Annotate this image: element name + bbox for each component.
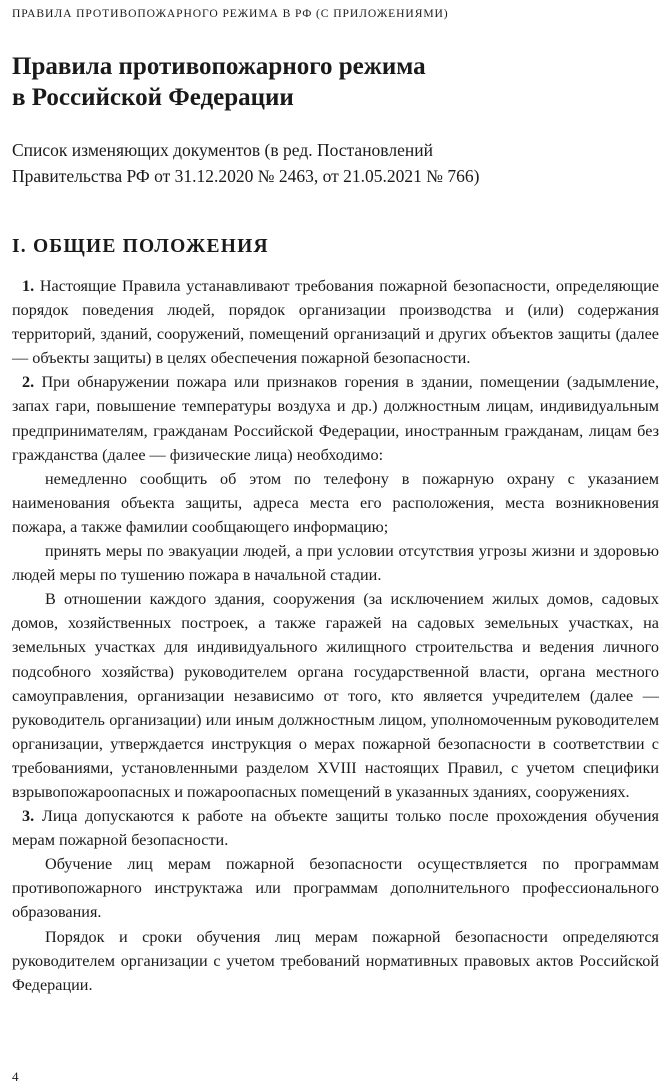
paragraph-text: Лица допускаются к работе на объекте защиты только после прохождения обучения мерам пожарной безопасности. — [12, 807, 659, 850]
page-number: 4 — [12, 1069, 19, 1084]
paragraph-number: 3. — [22, 807, 35, 826]
amendments-note — [12, 137, 652, 189]
running-header: ПРАВИЛА ПРОТИВОПОЖАРНОГО РЕЖИМА В РФ (С ПРИЛОЖЕНИЯМИ) — [12, 7, 449, 20]
paragraph-3a: Обучение лиц мерам пожарной безопасности осуществляется по программам противопожарного инструктажа или программам дополнительного профессионального образования. — [12, 855, 659, 922]
paragraph-3 — [12, 804, 659, 852]
paragraph-text: Настоящие Правила устанавливают требования пожарной безопасности, определяющие порядок поведения людей, порядок организации производства и (или) содержания территорий, зданий, сооружений, помещений организаций и других объектов защиты (далее — объекты защиты) в целях обеспечения пожарной безопасности. — [12, 277, 659, 368]
paragraph-1 — [12, 274, 659, 370]
title-line-1: Правила противопожарного режима — [12, 53, 426, 80]
paragraph-2a: немедленно сообщить об этом по телефону в пожарную охрану с указанием наименования объекта защиты, адреса места его расположения, места возникновения пожара, а также фамилии сообщающего информацию; — [12, 469, 659, 536]
paragraph-2b: принять меры по эвакуации людей, а при условии отсутствия угрозы жизни и здоровью людей меры по тушению пожара в начальной стадии. — [12, 542, 659, 585]
amendments-note-line-1: Список изменяющих документов (в ред. Постановлений — [12, 140, 433, 160]
paragraph-2c: В отношении каждого здания, сооружения (за исключением жилых домов, садовых домов, хозяйственных построек, а также гаражей на садовых земельных участках, на земельных участках для индивидуального жилищного строительства и ведения личного подсобного хозяйства) руководителем органа государственной власти, органа местного самоуправления, организации независимо от того, кто является учредителем (далее — руководитель организации) или иным должностным лицом, уполномоченным руководителем организации, утверждается инструкция о мерах пожарной безопасности в соответствии с требованиями, установленными разделом XVIII настоящих Правил, с учетом специфики взрывопожароопасных и пожароопасных помещений в указанных зданиях, сооружениях. — [12, 590, 659, 801]
paragraph-2 — [12, 370, 659, 466]
document-title — [12, 51, 652, 113]
paragraph-number: 2. — [22, 373, 35, 392]
section-heading: I. ОБЩИЕ ПОЛОЖЕНИЯ — [12, 236, 269, 257]
title-line-2: в Российской Федерации — [12, 84, 294, 111]
paragraph-number: 1. — [22, 277, 35, 295]
paragraph-3b: Порядок и сроки обучения лиц мерам пожарной безопасности определяются руководителем организации с учетом требований нормативных правовых актов Российской Федерации. — [12, 927, 659, 994]
paragraph-text: При обнаружении пожара или признаков горения в здании, помещении (задымление, запах гари, повышение температуры воздуха и др.) должностным лицам, индивидуальным предпринимателям, гражданам Российской Федерации, иностранным гражданам, лицам без гражданства (далее — физические лица) необходимо: — [12, 373, 659, 464]
body-text — [12, 274, 659, 997]
amendments-note-line-2: Правительства РФ от 31.12.2020 № 2463, от 21.05.2021 № 766) — [12, 166, 480, 186]
